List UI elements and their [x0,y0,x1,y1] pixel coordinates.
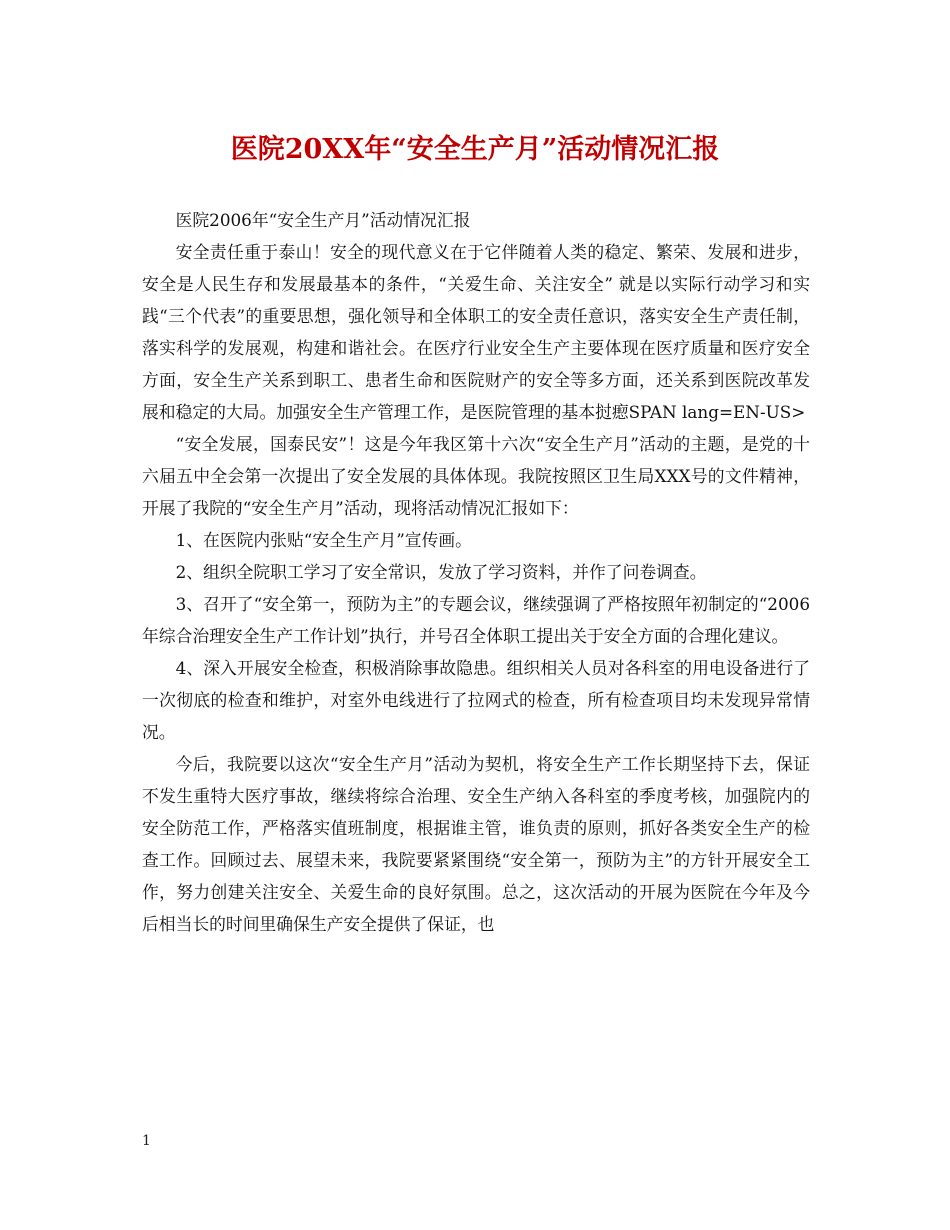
paragraph-item-4: 4、深入开展安全检查，积极消除事故隐患。组织相关人员对各科室的用电设备进行了一次彻底的检查和维护，对室外电线进行了拉网式的检查，所有检查项目均未发现异常情况。 [142,658,810,742]
paragraph-item-3: 3、召开了“安全第一，预防为主”的专题会议，继续强调了严格按照年初制定的“2006年综合治理安全生产工作计划”执行，并号召全体职工提出关于安全方面的合理化建议。 [142,594,810,646]
paragraph-conclusion: 今后，我院要以这次“安全生产月”活动为契机，将安全生产工作长期坚持下去，保证不发生重特大医疗事故，继续将综合治理、安全生产纳入各科室的季度考核，加强院内的安全防范工作，严格落实值班制度，根据谁主管，谁负责的原则，抓好各类安全生产的检查工作。回顾过去、展望未来，我院要紧紧围绕“安全第一，预防为主”的方针开展安全工作，努力创建关注安全、关爱生命的良好氛围。总之，这次活动的开展为医院在今年及今后相当长的时间里确保生产安全提供了保证，也 [142,754,810,934]
document-title: 医院20XX年“安全生产月”活动情况汇报 [230,134,720,165]
paragraph-item-2: 2、组织全院职工学习了安全常识，发放了学习资料，并作了问卷调查。 [175,562,707,582]
paragraph-intro: 安全责任重于泰山！安全的现代意义在于它伴随着人类的稳定、繁荣、发展和进步，安全是人民生存和发展最基本的条件，“关爱生命、关注安全” 就是以实际行动学习和实践“三个代表”的重要思想，强化领导和全体职工的安全责任意识，落实安全生产责任制，落实科学的发展观，构建和谐社会。在医疗行业安全生产主要体现在医疗质量和医疗安全方面，安全生产关系到职工、患者生命和医院财产的安全等多方面，还关系到医院改革发展和稳定的大局。加强安全生产管理工作，是医院管理的基本挝瘛SPAN lang=EN-US> [142,242,810,422]
page-number: 1 [142,1133,151,1149]
paragraph-item-1: 1、在医院内张贴“安全生产月”宣传画。 [175,530,472,550]
paragraph-subtitle: 医院2006年“安全生产月”活动情况汇报 [175,210,471,230]
paragraph-theme: “安全发展，国泰民安”！这是今年我区第十六次“安全生产月”活动的主题，是党的十六届五中全会第一次提出了安全发展的具体体现。我院按照区卫生局XXX号的文件精神，开展了我院的“安全生产月”活动，现将活动情况汇报如下： [142,434,810,518]
document-body [142,204,810,940]
